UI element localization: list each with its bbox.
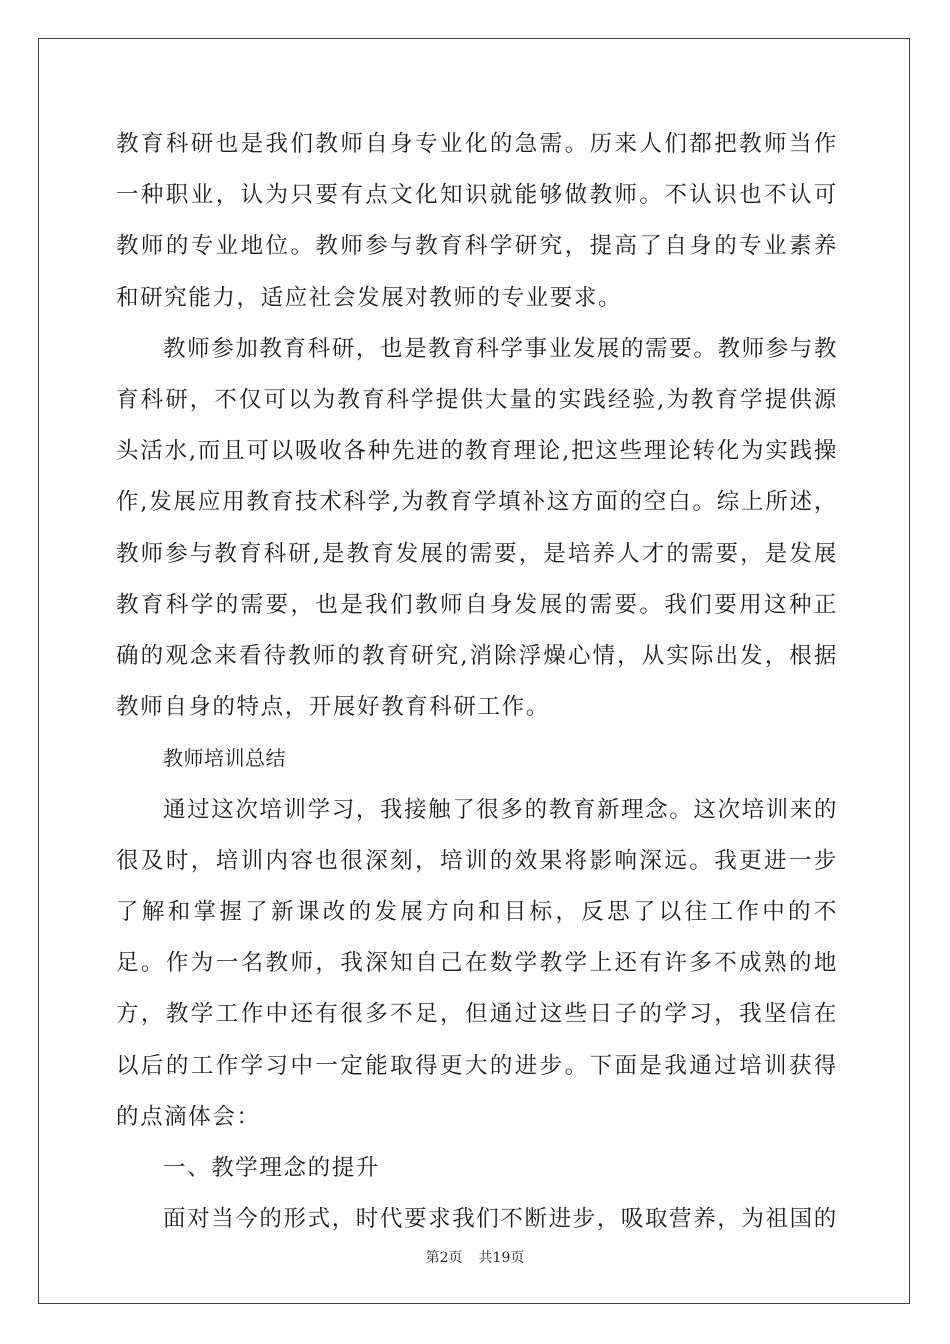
paragraph-4: 面对当今的形式，时代要求我们不断进步，吸取营养，为祖国的	[163, 1206, 838, 1233]
page-number: 第2页	[425, 1250, 463, 1266]
paragraph-3: 通过这次培训学习，我接触了很多的教育新理念。这次培训来的很及时，培训内容也很深刻，培训的效果将影响深远。我更进一步了解和掌握了新课改的发展方向和目标，反思了以往工作中的不足。作为一名教师，我深知自己在数学教学上还有许多不成熟的地方，教学工作中还有很多不足，但通过这些日子的学习，我坚信在以后的工作学习中一定能取得更大的进步。下面是我通过培训获得的点滴体会：	[116, 796, 838, 1130]
document-body	[116, 119, 838, 1245]
paragraph-2: 教师参加教育科研，也是教育科学事业发展的需要。教师参与教育科研，不仅可以为教育科学提供大量的实践经验,为教育学提供源头活水,而且可以吸收各种先进的教育理论,把这些理论转化为实践操作,发展应用教育技术科学,为教育学填补这方面的空白。综上所述，教师参与教育科研,是教育发展的需要，是培养人才的需要，是发展教育科学的需要，也是我们教师自身发展的需要。我们要用这种正确的观念来看待教师的教育研究,消除浮燥心情，从实际出发，根据教师自身的特点，开展好教育科研工作。	[116, 335, 838, 721]
page-total: 共19页	[478, 1250, 525, 1266]
page-footer	[0, 1247, 950, 1267]
paragraph-1: 教育科研也是我们教师自身专业化的急需。历来人们都把教师当作一种职业，认为只要有点文化知识就能够做教师。不认识也不认可教师的专业地位。教师参与教育科学研究，提高了自身的专业素养和研究能力，适应社会发展对教师的专业要求。	[116, 131, 838, 311]
subheading: 一、教学理念的提升	[163, 1155, 380, 1182]
section-title: 教师培训总结	[163, 746, 286, 771]
